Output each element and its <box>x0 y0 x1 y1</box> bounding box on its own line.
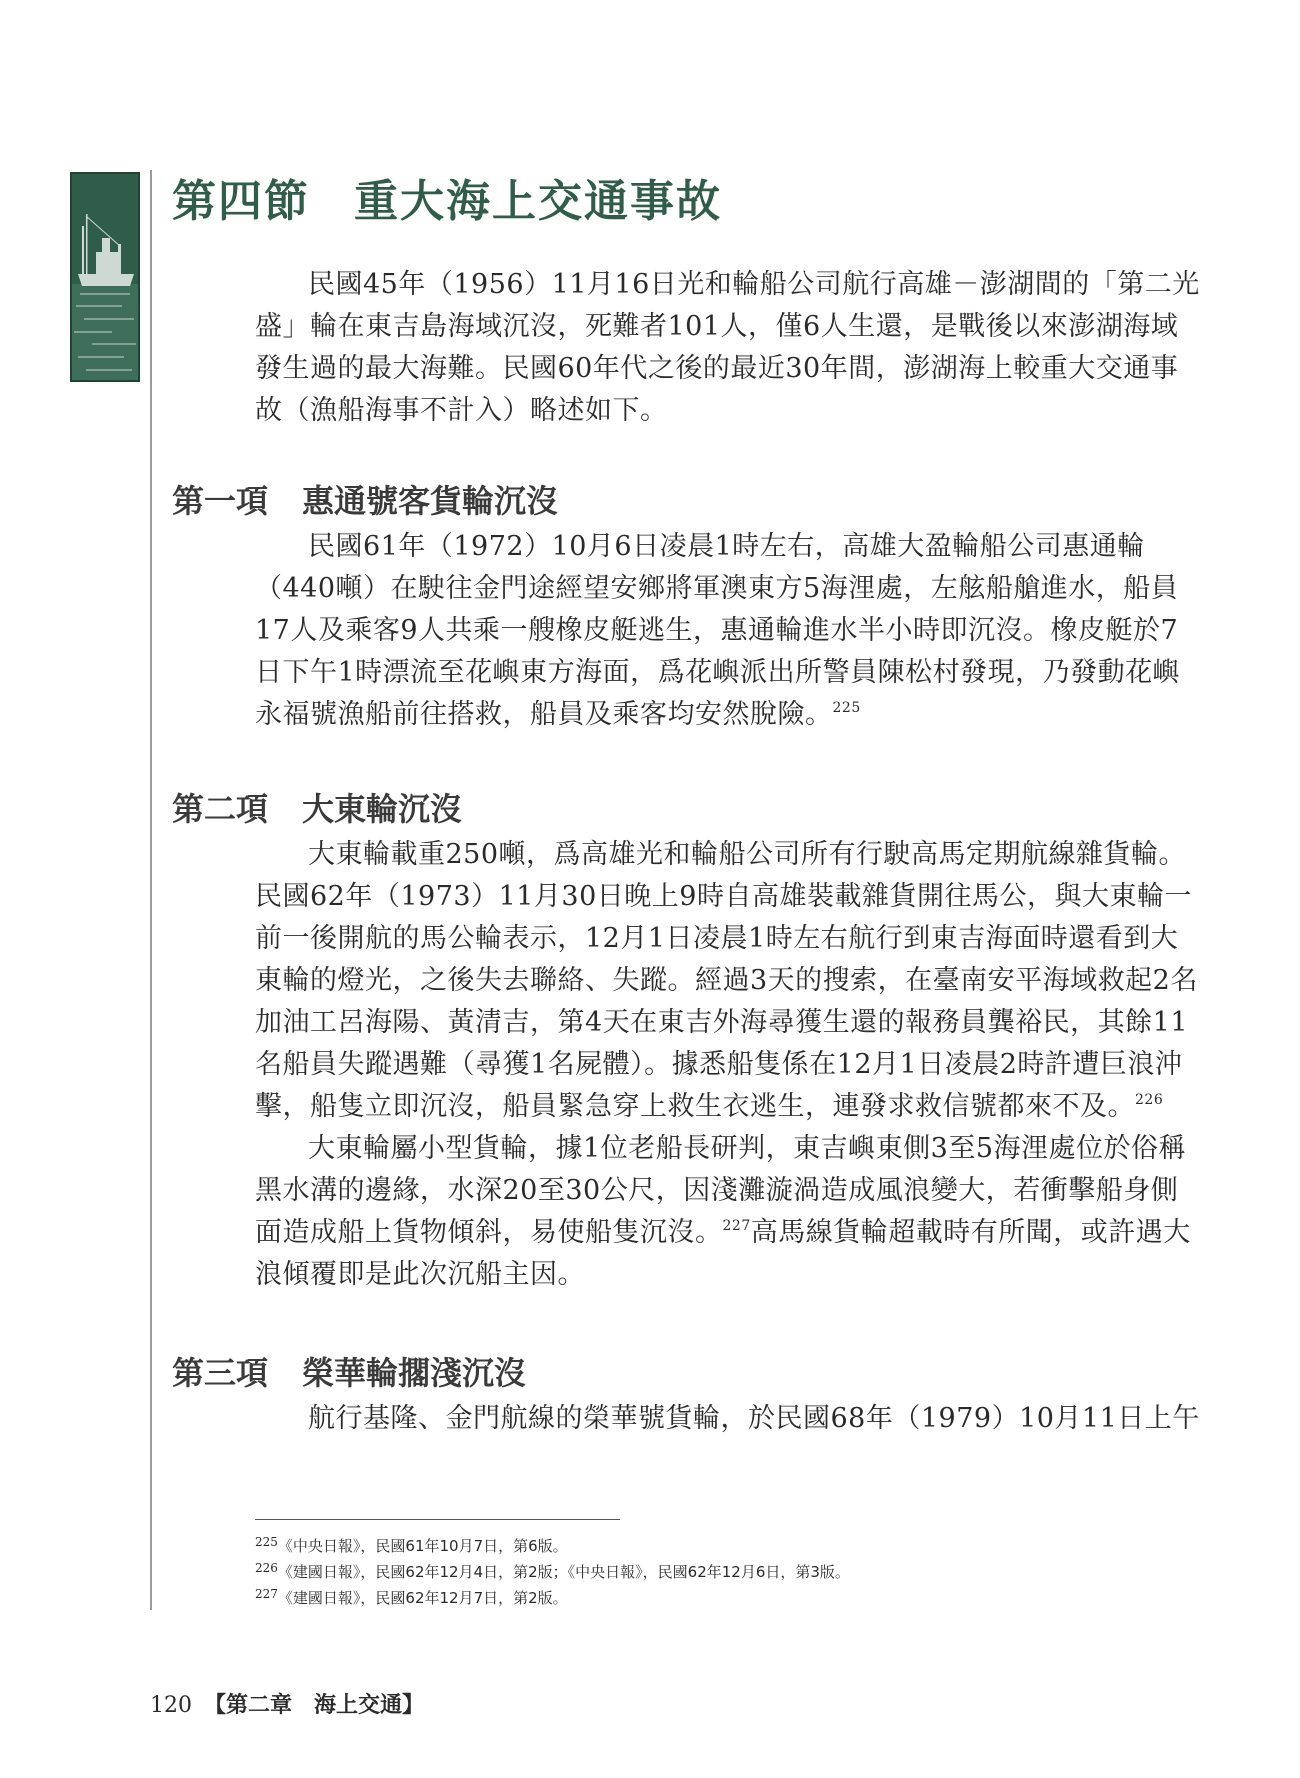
page-footer <box>150 1688 424 1719</box>
footnote-ref: 227 <box>722 1218 751 1234</box>
footnote-number: 227 <box>255 1587 278 1601</box>
body-line: 17人及乘客9人共乘一艘橡皮艇逃生，惠通輪進水半小時即沉沒。橡皮艇於7 <box>255 615 1179 646</box>
body-line: 名船員失蹤遇難（尋獲1名屍體）。據悉船隻係在12月1日凌晨2時許遭巨浪沖 <box>255 1049 1183 1080</box>
body-line: 面造成船上貨物傾斜，易使船隻沉沒。 <box>255 1217 723 1248</box>
body-line: 前一後開航的馬公輪表示，12月1日凌晨1時左右航行到東吉海面時還看到大 <box>255 923 1179 954</box>
item-2-heading <box>172 784 462 830</box>
item-label: 第一項 <box>172 482 269 520</box>
body-line-continuation: 高馬線貨輪超載時有所聞，或許遇大 <box>750 1217 1191 1248</box>
body-line: 東輪的燈光，之後失去聯絡、失蹤。經過3天的搜索，在臺南安平海域救起2名 <box>255 965 1198 996</box>
footnote-text: 《建國日報》，民國62年12月4日，第2版；《中央日報》，民國62年12月6日，第3版。 <box>277 1563 850 1581</box>
footnotes <box>255 1533 1155 1611</box>
item-title: 榮華輪擱淺沉沒 <box>302 1354 527 1392</box>
intro-line: 發生過的最大海難。民國60年代之後的最近30年間，澎湖海上較重大交通事 <box>255 353 1179 384</box>
item-1-heading <box>172 476 558 522</box>
body-line: 日下午1時漂流至花嶼東方海面，爲花嶼派出所警員陳松村發現，乃發動花嶼 <box>255 657 1181 688</box>
item-title: 大東輪沉沒 <box>302 790 463 828</box>
intro-line: 民國45年（1956）11月16日光和輪船公司航行高雄－澎湖間的「第二光 <box>308 269 1200 300</box>
footnote-divider <box>255 1519 620 1520</box>
item-3-paragraph <box>255 1398 1200 1440</box>
intro-paragraph <box>255 264 1200 432</box>
page-number: 120 <box>150 1693 192 1718</box>
chapter-label: 【第二章 海上交通】 <box>204 1692 425 1718</box>
footnote-ref: 225 <box>832 700 861 716</box>
body-line: 大東輪載重250噸，爲高雄光和輪船公司所有行駛高馬定期航線雜貨輪。 <box>308 839 1187 870</box>
footnote-text: 《建國日報》，民國62年12月7日，第2版。 <box>277 1589 568 1607</box>
footnote-ref: 226 <box>1135 1092 1164 1108</box>
footnote-number: 226 <box>255 1561 278 1575</box>
body-line: 大東輪屬小型貨輪，據1位老船長研判，東吉嶼東側3至5海浬處位於俗稱 <box>308 1133 1187 1164</box>
body-line: 民國62年（1973）11月30日晚上9時自高雄裝載雜貨開往馬公，與大東輪一 <box>255 881 1192 912</box>
harbor-scene-icon <box>72 174 138 380</box>
item-1-paragraph <box>255 526 1181 736</box>
item-2-paragraph-1 <box>255 834 1198 1128</box>
footnote-225 <box>255 1533 1155 1559</box>
item-label: 第二項 <box>172 790 269 828</box>
section-title <box>172 165 722 229</box>
footnote-text: 《中央日報》，民國61年10月7日，第6版。 <box>277 1537 568 1555</box>
item-3-heading <box>172 1348 526 1394</box>
footnote-227 <box>255 1585 1155 1611</box>
body-line: 浪傾覆即是此次沉船主因。 <box>255 1259 585 1290</box>
footnote-226 <box>255 1559 1155 1585</box>
section-heading: 重大海上交通事故 <box>354 176 722 227</box>
body-line: 民國61年（1972）10月6日凌晨1時左右，高雄大盈輪船公司惠通輪 <box>308 531 1145 562</box>
item-2-paragraph-2 <box>255 1128 1191 1296</box>
item-title: 惠通號客貨輪沉沒 <box>302 482 559 520</box>
body-line: 航行基隆、金門航線的榮華號貨輪，於民國68年（1979）10月11日上午 <box>308 1403 1200 1434</box>
body-line: （440噸）在駛往金門途經望安鄉將軍澳東方5海浬處，左舷船艙進水，船員 <box>255 573 1179 604</box>
footnote-number: 225 <box>255 1535 278 1549</box>
item-label: 第三項 <box>172 1354 269 1392</box>
intro-line: 盛」輪在東吉島海域沉沒，死難者101人，僅6人生還，是戰後以來澎湖海域 <box>255 311 1179 342</box>
body-line: 加油工呂海陽、黃清吉，第4天在東吉外海尋獲生還的報務員龔裕民，其餘11 <box>255 1007 1189 1038</box>
section-number: 第四節 <box>172 176 310 227</box>
body-line: 擊，船隻立即沉沒，船員緊急穿上救生衣逃生，連發求救信號都來不及。 <box>255 1091 1135 1122</box>
body-line: 永福號漁船前往搭救，船員及乘客均安然脫險。 <box>255 699 833 730</box>
margin-rule <box>150 170 152 1610</box>
intro-line: 故（漁船海事不計入）略述如下。 <box>255 395 668 426</box>
harbor-photo-thumbnail <box>70 172 140 382</box>
body-line: 黑水溝的邊緣，水深20至30公尺，因淺灘漩渦造成風浪變大，若衝擊船身側 <box>255 1175 1179 1206</box>
